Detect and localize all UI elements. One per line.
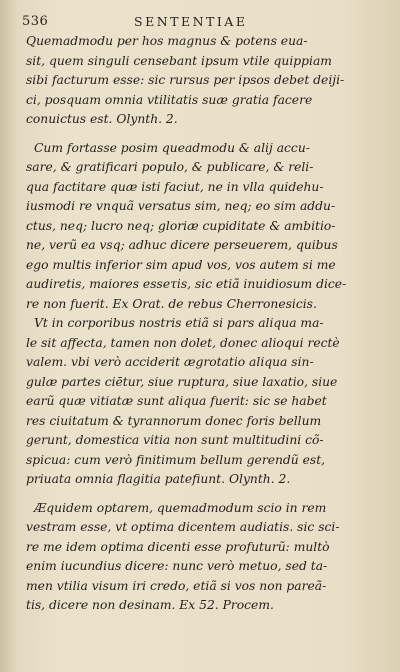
text-line: conuictus est. Olynth. 2. [26, 112, 178, 126]
text-line: sibi facturum esse: sic rursus per ipsos debet deiji- [26, 73, 345, 87]
text-line: le sit affecta, tamen non dolet, donec alioqui rectè [26, 335, 340, 350]
text-line: priuata omnia flagitia patefiunt. Olynth. 2. [26, 472, 291, 486]
text-line: ego multis inferior sim apud vos, vos autem si me [26, 257, 336, 272]
running-title: SENTENTIAE [134, 14, 248, 29]
text-line: Quemadmodu per hos magnus & potens eua- [26, 34, 308, 48]
text-line: gerunt, domestica vitia non sunt multitudini cõ- [26, 433, 324, 447]
page-number: 536 [22, 14, 49, 29]
text-line: res ciuitatum & tyrannorum donec foris bellum [26, 413, 322, 428]
text-line: audiretis, maiores esseτis, sic etiã inuidiosum dice- [26, 277, 347, 291]
text-line: sit, quem singuli censebant ipsum vtile quippiam [26, 53, 332, 68]
text-line: Æquidem optarem, quemadmodum scio in rem [34, 500, 327, 515]
text-line: spicua: cum verò finitimum bellum gerendũ est, [26, 452, 326, 467]
text-line: re me idem optima dicenti esse profuturũ: multò [26, 539, 330, 554]
text-line: earũ quæ vitiatæ sunt aliqua fuerit: sic se habet [26, 394, 327, 408]
text-line: re non fuerit. Ex Orat. de rebus Cherronesicis. [26, 296, 317, 311]
text-line: iusmodi re vnquã versatus sim, neq; eo sim addu- [26, 199, 336, 213]
text-line: enim iucundius dicere: nunc verò metuo, sed ta- [26, 559, 328, 573]
paragraph [26, 139, 376, 315]
text-line: tis, dicere non desinam. Ex 52. Procem. [26, 598, 274, 612]
text-line: gulæ partes ciētur, siue ruptura, siue laxatio, siue [26, 374, 338, 389]
text-line: valem. vbi verò acciderit ægrotatio aliqua sin- [26, 355, 314, 369]
text-line: qua factitare quæ isti faciut, ne in vlla quidehu- [26, 179, 324, 194]
body-text [26, 32, 376, 616]
text-line: ne, verũ ea vsq; adhuc dicere perseuerem, quibus [26, 238, 338, 252]
page-header [22, 14, 372, 34]
text-line: ctus, neq; lucro neq; gloriæ cupiditate & ambitio- [26, 218, 336, 233]
paragraph [26, 32, 376, 130]
paragraph [26, 499, 376, 616]
paragraph [26, 314, 376, 490]
text-line: Cum fortasse posim queadmodu & alij accu- [34, 140, 310, 155]
text-line: men vtilia visum iri credo, etiã si vos non pareã- [26, 578, 327, 593]
text-line: vestram esse, vt optima dicentem audiatis. sic sci- [26, 520, 340, 534]
text-line: ci, posquam omnia vtilitatis suæ gratia facere [26, 92, 313, 107]
text-line: sare, & gratificari populo, & publicare, & reli- [26, 160, 314, 174]
text-line: Vt in corporibus nostris etiã si pars aliqua ma- [34, 316, 324, 330]
